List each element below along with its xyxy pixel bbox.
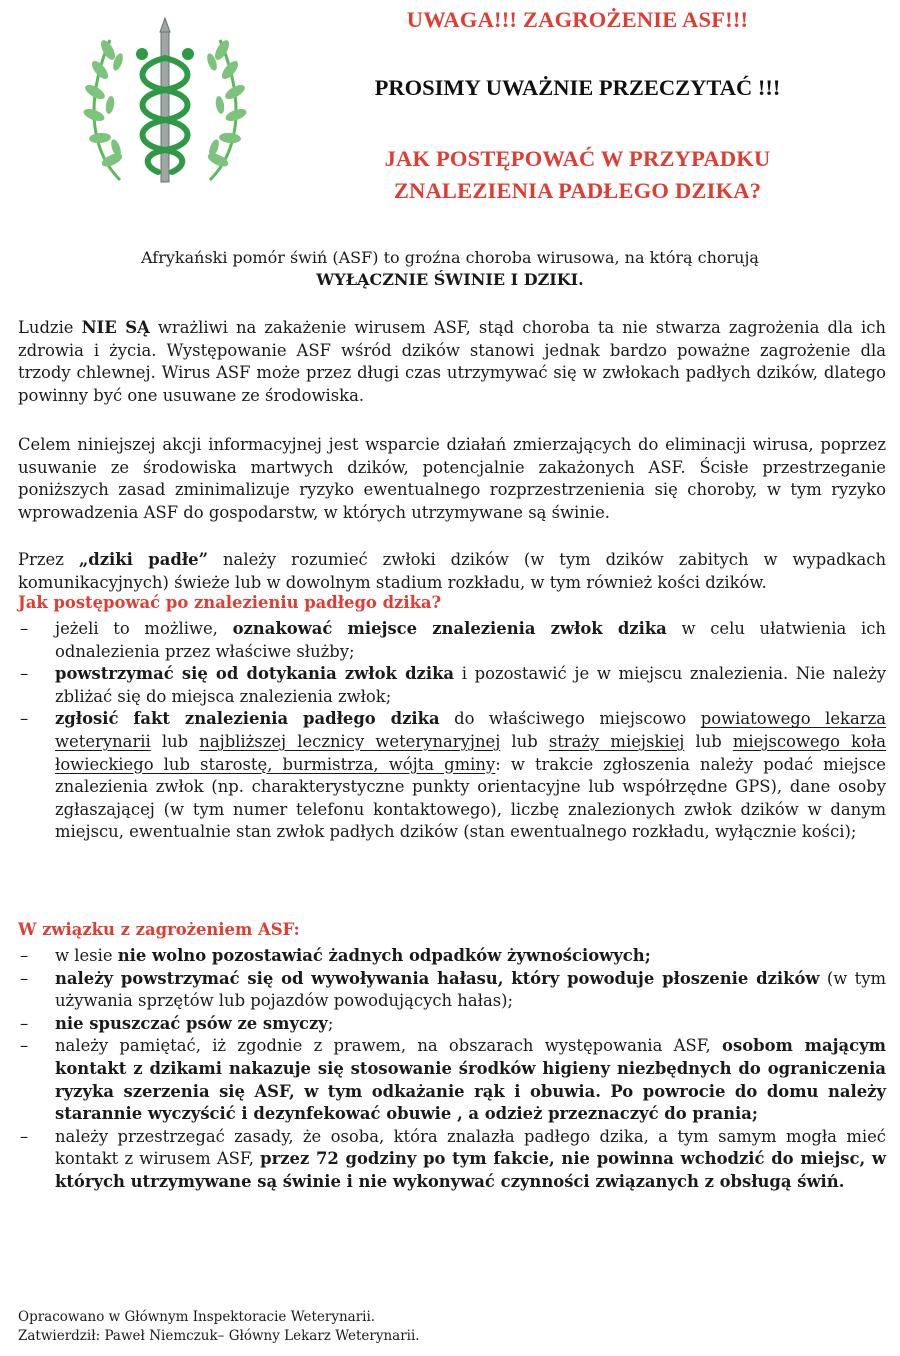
paragraph-definition — [18, 549, 886, 594]
underlined-authority: powiatowego lekarza weterynarii — [55, 709, 886, 751]
dash-bullet: – — [20, 1036, 29, 1056]
item-text: należy pamiętać, iż zgodnie z prawem, na obszarach występowania ASF, — [55, 1036, 723, 1056]
item-text: do właściwego miejscowo — [439, 709, 701, 729]
footer-prepared-by: Opracowano w Głównym Inspektoracie Weterynarii. — [18, 1309, 376, 1325]
item-text: : w trakcie zgłoszenia należy podać miejsce znalezienia zwłok (np. charakterystyczne punkty orientacyjne lub współrzędne GPS), dane osoby zgłaszającej (w tym numer telefonu kontaktowego), liczbę znalezionych zwłok dzików w danym miejscu, ewentualnie stan zwłok padłych dzików (stan ewentualnego rozkładu, wyłącznie kości); — [55, 754, 887, 842]
p3-emphasis: „dziki padłe” — [78, 550, 209, 569]
item-emphasis: osobom mającym kontakt z dzikami nakazuje się stosowanie środków higieny niezbędnych do ograniczenia ryzyka szerzenia się ASF, w tym odkażanie rąk i obuwia. Po powrocie do domu należy starannie wyczyścić i dezynfekować obuwie , a odzież przeznaczyć do prania; — [55, 1036, 886, 1124]
dash-bullet: – — [20, 946, 29, 965]
list-item — [18, 1013, 886, 1036]
threat-list — [18, 945, 886, 1194]
intro-line2 — [40, 269, 860, 291]
item-text: i pozostawić je w miejscu znalezienia. Nie należy zbliżać się do miejsca znalezienia zwłok; — [55, 664, 886, 706]
dash-bullet: – — [20, 709, 29, 729]
main-question-line1: JAK POSTĘPOWAĆ W PRZYPADKU — [384, 146, 771, 171]
underlined-authority: miejscowego koła łowieckiego lub starostę, burmistrza, wójta gminy — [55, 731, 886, 774]
main-question-line2: ZNALEZIENIA PADŁEGO DZIKA? — [393, 178, 762, 203]
item-text: jeżeli to możliwe, — [55, 619, 233, 638]
p3-text-c: należy rozumieć zwłoki dzików (w tym dzików zabitych w wypadkach komunikacyjnych) świeże lub w dowolnym stadium rozkładu, w tym również kości dzików. — [18, 550, 886, 592]
item-emphasis: przez 72 godziny po tym fakcie, nie powinna wchodzić do miejsc, w których utrzymywane są świnie i nie wykonywać czynności związanych z obsługą świń. — [55, 1149, 886, 1191]
list-item — [18, 945, 886, 968]
item-emphasis: oznakować miejsce znalezienia zwłok dzika — [232, 619, 667, 638]
paragraph-purpose: Celem niniejszej akcji informacyjnej jest wsparcie działań zmierzających do eliminacji wirusa, poprzez usuwanie ze środowiska martwych dzików, potencjalnie zakażonych ASF. Ścisłe przestrzeganie poniższych zasad zminimalizuje ryzyko ewentualnego rozprzestrzenienia się choroby, w tym ryzyko wprowadzenia ASF do gospodarstw, w których utrzymywane są świnie. — [18, 435, 886, 522]
footer-approved-by: Zatwierdził: Paweł Niemczuk– Główny Lekarz Weterynarii. — [18, 1328, 420, 1344]
item-text: ; — [327, 1013, 334, 1033]
list-item — [18, 1035, 886, 1125]
p1-text-a: Ludzie — [18, 318, 82, 337]
item-text: lub — [500, 731, 549, 751]
dash-bullet: – — [20, 664, 29, 684]
item-text: w lesie — [55, 946, 118, 965]
list-item — [18, 1126, 886, 1194]
section-heading-procedure: Jak postępować po znalezieniu padłego dzika? — [18, 593, 442, 612]
item-emphasis: należy powstrzymać się od wywoływania hałasu, który powoduje płoszenie dzików — [55, 968, 820, 988]
list-item — [18, 618, 886, 663]
section-heading-threat: W związku z zagrożeniem ASF: — [18, 920, 300, 939]
main-question-title — [255, 143, 900, 207]
list-item — [18, 968, 886, 1013]
dash-bullet: – — [20, 619, 29, 638]
intro-line1: Afrykański pomór świń (ASF) to groźna choroba wirusowa, na którą chorują — [141, 248, 759, 267]
intro-emphasis: WYŁĄCZNIE ŚWINIE I DZIKI. — [316, 270, 584, 289]
read-carefully-title: PROSIMY UWAŻNIE PRZECZYTAĆ !!! — [374, 75, 781, 100]
list-item — [18, 663, 886, 708]
dash-bullet: – — [20, 1013, 29, 1033]
intro — [40, 247, 860, 291]
dash-bullet: – — [20, 968, 29, 988]
item-emphasis: zgłosić fakt znalezienia padłego dzika — [55, 709, 440, 729]
item-text: w celu ułatwienia ich odnalezienia przez właściwe służby; — [55, 619, 886, 661]
item-emphasis: nie wolno pozostawiać żadnych odpadków żywnościowych; — [117, 946, 651, 965]
p3-text-a: Przez — [18, 550, 79, 569]
underlined-authority: najbliższej lecznicy weterynaryjnej — [199, 731, 501, 751]
item-emphasis: powstrzymać się od dotykania zwłok dzika — [55, 664, 455, 684]
procedure-list — [18, 618, 886, 844]
p1-emphasis: NIE SĄ — [81, 318, 150, 337]
warning-title: UWAGA!!! ZAGROŻENIE ASF!!! — [406, 7, 749, 32]
item-text: lub — [150, 731, 200, 751]
veterinary-emblem-icon — [80, 10, 250, 195]
item-text: należy przestrzegać zasady, że osoba, która znalazła padłego dzika, a tym samym mogła mieć kontakt z wirusem ASF, — [55, 1126, 886, 1169]
footer — [18, 1308, 420, 1346]
dash-bullet: – — [20, 1126, 29, 1146]
list-item — [18, 708, 886, 844]
underlined-authority: straży miejskiej — [548, 731, 685, 751]
item-text: (w tym używania sprzętów lub pojazdów powodujących hałas); — [55, 968, 886, 1011]
item-emphasis: nie spuszczać psów ze smyczy — [55, 1013, 328, 1033]
p1-text-c: wrażliwi na zakażenie wirusem ASF, stąd choroba ta nie stwarza zagrożenia dla ich zdrowia i życia. Występowanie ASF wśród dzików stanowi jednak bardzo poważne zagrożenie dla trzody chlewnej. Wirus ASF może przez długi czas utrzymywać się w zwłokach padłych dzików, dlatego powinny być one usuwane ze środowiska. — [18, 318, 886, 405]
item-text: lub — [684, 731, 733, 751]
paragraph-humans — [18, 317, 886, 407]
